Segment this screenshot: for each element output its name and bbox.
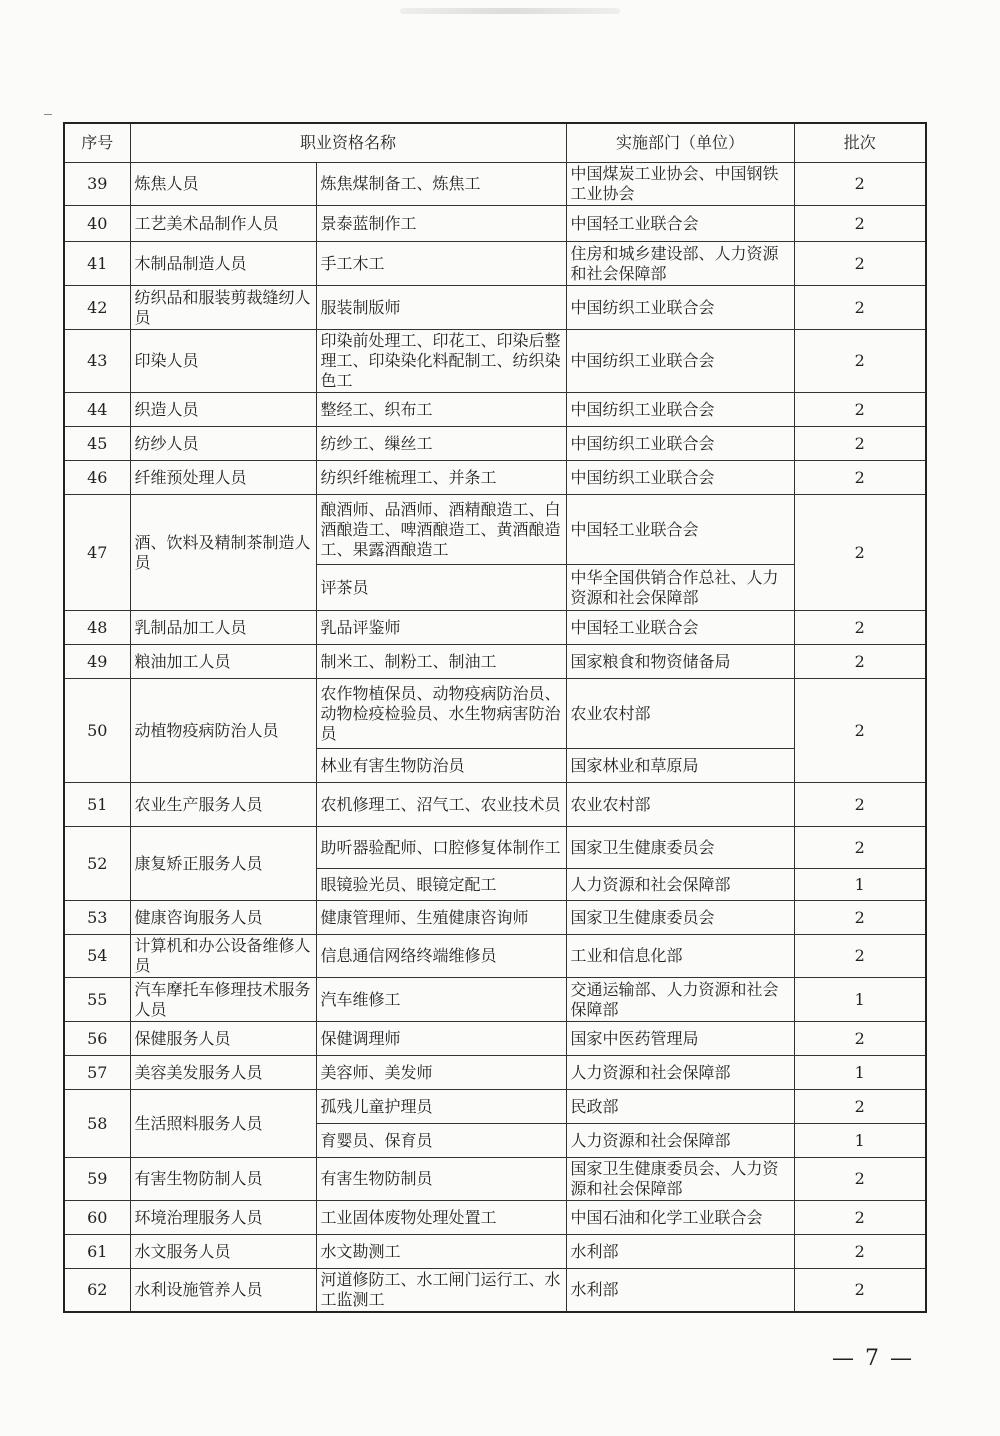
row-seq: 43: [64, 330, 130, 393]
row-category: 美容美发服务人员: [130, 1056, 316, 1090]
row-job: 景泰蓝制作工: [316, 206, 566, 242]
row-batch: 2: [794, 1269, 926, 1313]
row-department: 国家卫生健康委员会、人力资源和社会保障部: [566, 1158, 794, 1201]
table-row: [64, 1235, 926, 1269]
row-job: 炼焦煤制备工、炼焦工: [316, 163, 566, 206]
row-batch: 2: [794, 163, 926, 206]
table-row: [64, 1201, 926, 1235]
row-department: 国家粮食和物资储备局: [566, 645, 794, 679]
row-job: 制米工、制粉工、制油工: [316, 645, 566, 679]
row-department: 中国纺织工业联合会: [566, 330, 794, 393]
row-department: 中国纺织工业联合会: [566, 286, 794, 330]
row-job: 育婴员、保育员: [316, 1124, 566, 1158]
row-category: 农业生产服务人员: [130, 783, 316, 827]
row-seq: 48: [64, 611, 130, 645]
row-category: 工艺美术品制作人员: [130, 206, 316, 242]
row-job: 评茶员: [316, 565, 566, 611]
row-seq: 59: [64, 1158, 130, 1201]
table-row: [64, 783, 926, 827]
row-batch: 2: [794, 783, 926, 827]
row-batch: 1: [794, 869, 926, 901]
row-category: 酒、饮料及精制茶制造人员: [130, 495, 316, 611]
row-department: 中国石油和化学工业联合会: [566, 1201, 794, 1235]
row-category: 健康咨询服务人员: [130, 901, 316, 935]
table-row: [64, 1158, 926, 1201]
qualification-table: [63, 122, 927, 1313]
table-row: [64, 495, 926, 565]
row-batch: 2: [794, 206, 926, 242]
row-job: 孤残儿童护理员: [316, 1090, 566, 1124]
row-batch: 2: [794, 461, 926, 495]
row-seq: 49: [64, 645, 130, 679]
row-job: 手工木工: [316, 242, 566, 286]
header-batch: 批次: [794, 123, 926, 163]
header-department: 实施部门（单位）: [566, 123, 794, 163]
row-job: 美容师、美发师: [316, 1056, 566, 1090]
row-job: 酿酒师、品酒师、酒精酿造工、白酒酿造工、啤酒酿造工、黄酒酿造工、果露酒酿造工: [316, 495, 566, 565]
table-header-row: [64, 123, 926, 163]
row-category: 纺织品和服装剪裁缝纫人员: [130, 286, 316, 330]
row-job: 河道修防工、水工闸门运行工、水工监测工: [316, 1269, 566, 1313]
row-department: 人力资源和社会保障部: [566, 1124, 794, 1158]
row-batch: 2: [794, 1090, 926, 1124]
row-seq: 41: [64, 242, 130, 286]
table-row: [64, 330, 926, 393]
table-row: [64, 679, 926, 749]
row-seq: 53: [64, 901, 130, 935]
row-seq: 46: [64, 461, 130, 495]
row-batch: 2: [794, 495, 926, 611]
row-department: 国家林业和草原局: [566, 749, 794, 783]
row-batch: 2: [794, 393, 926, 427]
row-seq: 61: [64, 1235, 130, 1269]
row-department: 中国轻工业联合会: [566, 206, 794, 242]
row-seq: 44: [64, 393, 130, 427]
row-department: 人力资源和社会保障部: [566, 1056, 794, 1090]
row-seq: 60: [64, 1201, 130, 1235]
row-job: 整经工、织布工: [316, 393, 566, 427]
row-department: 中国煤炭工业协会、中国钢铁工业协会: [566, 163, 794, 206]
row-department: 民政部: [566, 1090, 794, 1124]
row-job: 健康管理师、生殖健康咨询师: [316, 901, 566, 935]
scan-edge-mark: [400, 8, 620, 14]
row-batch: 2: [794, 427, 926, 461]
row-seq: 58: [64, 1090, 130, 1158]
table-row: [64, 1022, 926, 1056]
row-category: 生活照料服务人员: [130, 1090, 316, 1158]
row-department: 农业农村部: [566, 783, 794, 827]
row-job: 水文勘测工: [316, 1235, 566, 1269]
row-department: 水利部: [566, 1235, 794, 1269]
row-category: 乳制品加工人员: [130, 611, 316, 645]
row-job: 眼镜验光员、眼镜定配工: [316, 869, 566, 901]
table-row: [64, 286, 926, 330]
row-seq: 56: [64, 1022, 130, 1056]
row-department: 中华全国供销合作总社、人力资源和社会保障部: [566, 565, 794, 611]
row-department: 水利部: [566, 1269, 794, 1313]
page-number: — 7 —: [832, 1346, 914, 1371]
row-department: 住房和城乡建设部、人力资源和社会保障部: [566, 242, 794, 286]
row-seq: 51: [64, 783, 130, 827]
row-batch: 1: [794, 1124, 926, 1158]
row-batch: 2: [794, 645, 926, 679]
row-category: 粮油加工人员: [130, 645, 316, 679]
row-department: 国家中医药管理局: [566, 1022, 794, 1056]
row-job: 服装制版师: [316, 286, 566, 330]
row-seq: 45: [64, 427, 130, 461]
row-category: 动植物疫病防治人员: [130, 679, 316, 783]
row-batch: 2: [794, 827, 926, 869]
table-row: [64, 645, 926, 679]
row-job: 信息通信网络终端维修员: [316, 935, 566, 978]
row-seq: 62: [64, 1269, 130, 1313]
row-batch: 2: [794, 611, 926, 645]
row-department: 中国轻工业联合会: [566, 495, 794, 565]
row-category: 环境治理服务人员: [130, 1201, 316, 1235]
row-job: 汽车维修工: [316, 978, 566, 1022]
row-category: 印染人员: [130, 330, 316, 393]
row-category: 计算机和办公设备维修人员: [130, 935, 316, 978]
table-row: [64, 611, 926, 645]
table-row: [64, 163, 926, 206]
row-department: 人力资源和社会保障部: [566, 869, 794, 901]
row-seq: 57: [64, 1056, 130, 1090]
row-department: 农业农村部: [566, 679, 794, 749]
table-row: [64, 827, 926, 869]
row-batch: 2: [794, 1235, 926, 1269]
row-job: 助听器验配师、口腔修复体制作工: [316, 827, 566, 869]
table-row: [64, 461, 926, 495]
table-row: [64, 393, 926, 427]
row-category: 木制品制造人员: [130, 242, 316, 286]
header-seq: 序号: [64, 123, 130, 163]
table-row: [64, 1056, 926, 1090]
row-job: 林业有害生物防治员: [316, 749, 566, 783]
row-job: 乳品评鉴师: [316, 611, 566, 645]
table-row: [64, 1090, 926, 1124]
row-department: 交通运输部、人力资源和社会保障部: [566, 978, 794, 1022]
row-seq: 39: [64, 163, 130, 206]
row-batch: 2: [794, 286, 926, 330]
row-category: 水文服务人员: [130, 1235, 316, 1269]
row-category: 炼焦人员: [130, 163, 316, 206]
row-department: 国家卫生健康委员会: [566, 827, 794, 869]
row-job: 农作物植保员、动物疫病防治员、动物检疫检验员、水生物病害防治员: [316, 679, 566, 749]
row-seq: 54: [64, 935, 130, 978]
row-batch: 2: [794, 1022, 926, 1056]
table-row: [64, 206, 926, 242]
row-seq: 52: [64, 827, 130, 901]
header-qualification: 职业资格名称: [130, 123, 566, 163]
row-category: 水利设施管养人员: [130, 1269, 316, 1313]
row-department: 中国轻工业联合会: [566, 611, 794, 645]
row-batch: 2: [794, 1158, 926, 1201]
row-seq: 55: [64, 978, 130, 1022]
row-job: 纺纱工、缫丝工: [316, 427, 566, 461]
table-row: [64, 242, 926, 286]
table-row: [64, 901, 926, 935]
row-seq: 42: [64, 286, 130, 330]
table-row: [64, 1269, 926, 1313]
table-row: [64, 427, 926, 461]
row-department: 中国纺织工业联合会: [566, 427, 794, 461]
row-job: 农机修理工、沼气工、农业技术员: [316, 783, 566, 827]
row-department: 中国纺织工业联合会: [566, 461, 794, 495]
row-category: 汽车摩托车修理技术服务人员: [130, 978, 316, 1022]
row-department: 中国纺织工业联合会: [566, 393, 794, 427]
row-batch: 2: [794, 330, 926, 393]
row-department: 工业和信息化部: [566, 935, 794, 978]
row-batch: 2: [794, 242, 926, 286]
row-category: 有害生物防制人员: [130, 1158, 316, 1201]
row-batch: 2: [794, 1201, 926, 1235]
margin-tick: [44, 114, 52, 115]
row-category: 织造人员: [130, 393, 316, 427]
row-category: 纺纱人员: [130, 427, 316, 461]
row-seq: 47: [64, 495, 130, 611]
row-batch: 2: [794, 679, 926, 783]
row-seq: 40: [64, 206, 130, 242]
row-job: 有害生物防制员: [316, 1158, 566, 1201]
row-batch: 2: [794, 935, 926, 978]
row-seq: 50: [64, 679, 130, 783]
row-batch: 1: [794, 1056, 926, 1090]
row-category: 康复矫正服务人员: [130, 827, 316, 901]
table-row: [64, 935, 926, 978]
table-body: [64, 163, 926, 1313]
row-batch: 1: [794, 978, 926, 1022]
row-job: 工业固体废物处理处置工: [316, 1201, 566, 1235]
row-department: 国家卫生健康委员会: [566, 901, 794, 935]
table-row: [64, 978, 926, 1022]
row-category: 纤维预处理人员: [130, 461, 316, 495]
row-category: 保健服务人员: [130, 1022, 316, 1056]
row-job: 纺织纤维梳理工、并条工: [316, 461, 566, 495]
row-job: 印染前处理工、印花工、印染后整理工、印染染化料配制工、纺织染色工: [316, 330, 566, 393]
row-job: 保健调理师: [316, 1022, 566, 1056]
row-batch: 2: [794, 901, 926, 935]
